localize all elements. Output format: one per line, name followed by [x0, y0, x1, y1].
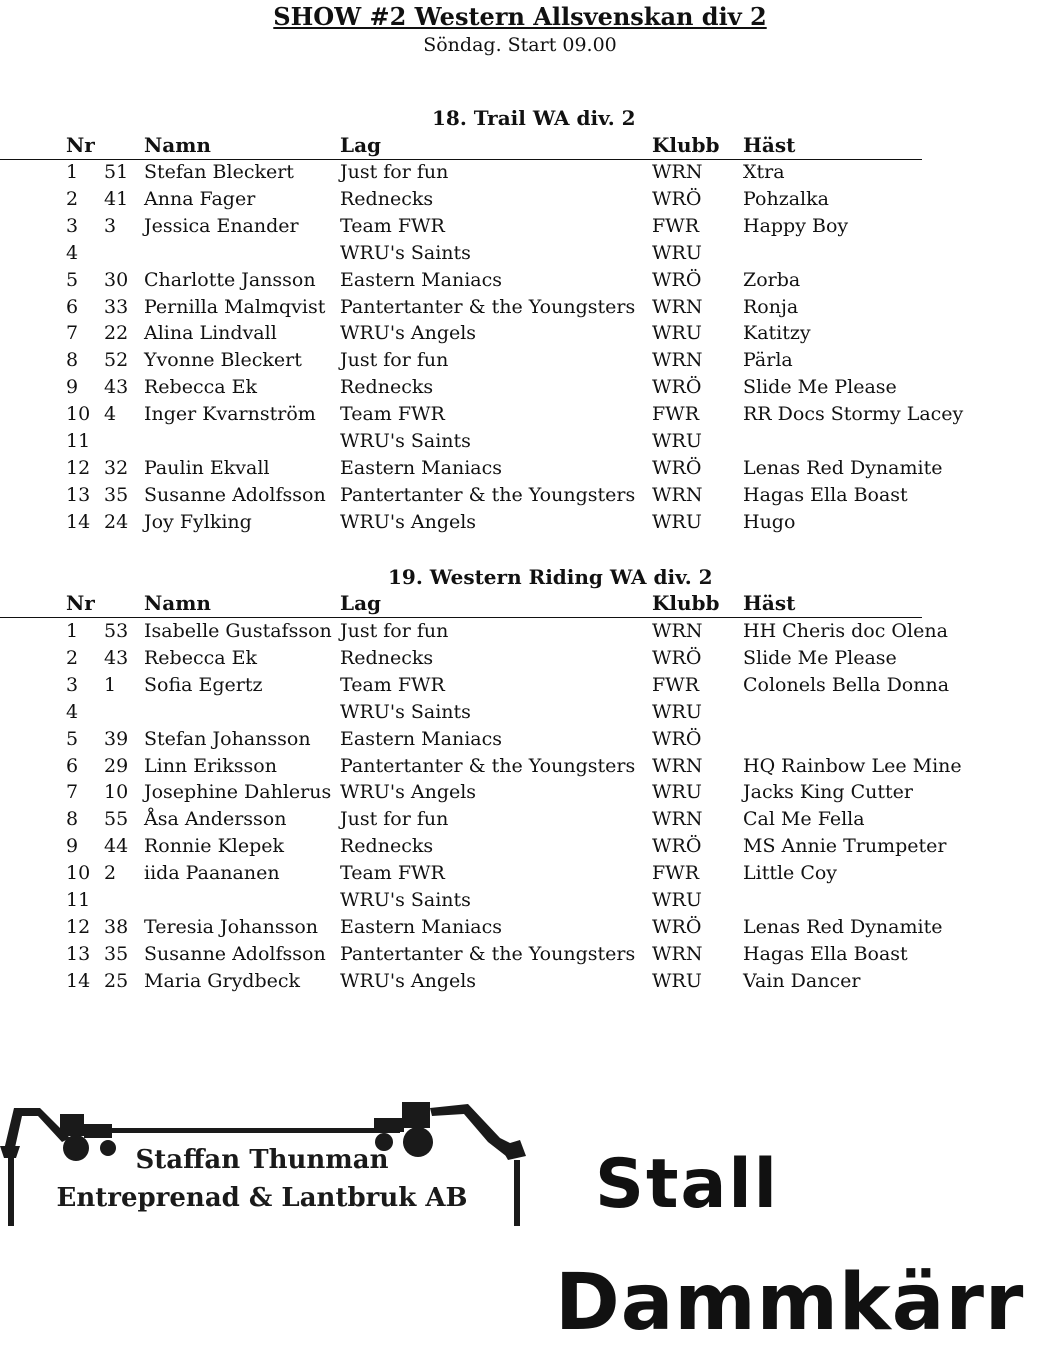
cell-lag: Rednecks	[340, 646, 434, 669]
cell-klubb: FWR	[652, 862, 700, 885]
cell-lag: Team FWR	[340, 214, 445, 237]
cell-lag: Just for fun	[340, 161, 449, 183]
cell-nr: 13	[66, 942, 91, 965]
cell-namn: Linn Eriksson	[144, 754, 277, 777]
cell-namn: Maria Grydbeck	[144, 969, 301, 992]
cell-namn: Pernilla Malmqvist	[144, 295, 326, 318]
table-row	[0, 374, 960, 401]
cell-start: 55	[104, 808, 129, 831]
table-row	[0, 347, 960, 374]
cell-lag: WRU's Angels	[340, 510, 477, 533]
logo-stall-line1: Stall	[595, 1145, 779, 1224]
table-row	[0, 213, 960, 240]
cell-nr: 1	[66, 161, 79, 183]
cell-klubb: WRN	[652, 349, 703, 372]
col-namn: Namn	[144, 591, 211, 615]
cell-namn: Joy Fylking	[144, 510, 252, 533]
cell-nr: 2	[66, 646, 79, 669]
cell-nr: 10	[66, 862, 91, 885]
cell-lag: Eastern Maniacs	[340, 727, 503, 750]
cell-hast: Ronja	[743, 295, 799, 318]
cell-namn: Stefan Johansson	[144, 727, 311, 750]
table-row	[0, 401, 964, 428]
cell-nr: 4	[66, 700, 79, 723]
cell-klubb: WRN	[652, 808, 703, 831]
cell-start: 53	[104, 620, 129, 642]
table-row	[0, 645, 960, 672]
cell-klubb: WRU	[652, 781, 702, 804]
table-row	[0, 482, 960, 509]
cell-namn: Alina Lindvall	[144, 322, 277, 345]
table-row	[0, 914, 960, 941]
cell-nr: 7	[66, 322, 79, 345]
col-lag: Lag	[340, 591, 382, 615]
table-row	[0, 618, 960, 645]
cell-namn: Yvonne Bleckert	[144, 349, 302, 372]
cell-hast: Pohzalka	[743, 187, 829, 210]
cell-start: 24	[104, 510, 129, 533]
cell-start: 2	[104, 862, 117, 885]
cell-lag: Team FWR	[340, 862, 445, 885]
cell-start: 29	[104, 754, 129, 777]
cell-klubb: WRN	[652, 620, 703, 642]
cell-lag: Just for fun	[340, 808, 449, 831]
col-nr: Nr	[66, 133, 95, 157]
cell-start: 33	[104, 295, 129, 318]
cell-start: 43	[104, 646, 129, 669]
cell-namn: Isabelle Gustafsson	[144, 620, 332, 642]
cell-start: 22	[104, 322, 129, 345]
table-row	[0, 240, 960, 267]
cell-hast: HH Cheris doc Olena	[743, 620, 948, 642]
cell-klubb: WRÖ	[652, 456, 702, 479]
table-row	[0, 294, 960, 321]
cell-namn: Rebecca Ek	[144, 376, 257, 399]
cell-nr: 4	[66, 241, 79, 264]
cell-klubb: WRÖ	[652, 646, 702, 669]
cell-start: 25	[104, 969, 129, 992]
cell-namn: Sofia Egertz	[144, 673, 263, 696]
cell-hast: Little Coy	[743, 862, 838, 885]
cell-lag: WRU's Saints	[340, 889, 471, 911]
cell-start: 52	[104, 349, 129, 372]
cell-nr: 13	[66, 483, 91, 506]
cell-klubb: WRN	[652, 295, 703, 318]
cell-nr: 3	[66, 214, 79, 237]
table-header-western-riding	[0, 590, 922, 618]
cell-hast: RR Docs Stormy Lacey	[743, 403, 964, 426]
cell-hast: Vain Dancer	[743, 969, 861, 992]
table-row	[0, 806, 960, 833]
cell-start: 35	[104, 942, 129, 965]
cell-nr: 2	[66, 187, 79, 210]
cell-namn: Charlotte Jansson	[144, 268, 316, 291]
table-row	[0, 779, 960, 806]
cell-klubb: WRÖ	[652, 915, 702, 938]
cell-start: 30	[104, 268, 129, 291]
table-row	[0, 941, 960, 968]
cell-hast: Katitzy	[743, 322, 811, 345]
document-subtitle: Söndag. Start 09.00	[423, 34, 617, 56]
cell-namn: Susanne Adolfsson	[144, 483, 326, 506]
table-header-trail	[0, 132, 922, 160]
cell-start: 1	[104, 673, 117, 696]
cell-hast: MS Annie Trumpeter	[743, 835, 947, 858]
col-hast: Häst	[743, 591, 796, 615]
cell-klubb: WRU	[652, 889, 702, 911]
cell-nr: 3	[66, 673, 79, 696]
cell-hast: Hagas Ella Boast	[743, 942, 908, 965]
table-row	[0, 753, 960, 780]
cell-start: 38	[104, 915, 129, 938]
cell-klubb: FWR	[652, 403, 700, 426]
logo-thunman-line2: Entreprenad & Lantbruk AB	[56, 1183, 468, 1213]
cell-start: 3	[104, 214, 117, 237]
cell-lag: WRU's Saints	[340, 430, 471, 452]
cell-klubb: FWR	[652, 673, 700, 696]
cell-lag: Pantertanter & the Youngsters	[340, 295, 636, 318]
cell-hast: Jacks King Cutter	[743, 781, 913, 804]
cell-hast: Happy Boy	[743, 214, 849, 237]
cell-namn: Stefan Bleckert	[144, 161, 294, 183]
logo-stall-line2: Dammkärr	[555, 1258, 1025, 1348]
cell-namn: Josephine Dahlerus	[144, 781, 332, 804]
cell-lag: Eastern Maniacs	[340, 268, 503, 291]
cell-lag: Eastern Maniacs	[340, 456, 503, 479]
table-row	[0, 428, 960, 455]
cell-klubb: WRÖ	[652, 376, 702, 399]
cell-nr: 8	[66, 349, 79, 372]
cell-namn: Paulin Ekvall	[144, 456, 270, 479]
cell-nr: 12	[66, 915, 91, 938]
cell-namn: Teresia Johansson	[144, 915, 318, 938]
cell-lag: Just for fun	[340, 349, 449, 372]
cell-nr: 9	[66, 376, 79, 399]
cell-nr: 14	[66, 510, 91, 533]
cell-start: 44	[104, 835, 129, 858]
cell-start: 39	[104, 727, 129, 750]
cell-klubb: WRU	[652, 700, 702, 723]
cell-start: 10	[104, 781, 129, 804]
col-nr: Nr	[66, 591, 95, 615]
col-klubb: Klubb	[652, 133, 720, 157]
cell-nr: 5	[66, 727, 79, 750]
cell-hast: Hagas Ella Boast	[743, 483, 908, 506]
cell-hast: Slide Me Please	[743, 646, 897, 669]
section-title-trail: 18. Trail WA div. 2	[432, 106, 636, 130]
cell-nr: 14	[66, 969, 91, 992]
cell-namn: Åsa Andersson	[144, 808, 287, 831]
cell-namn: Inger Kvarnström	[144, 403, 316, 426]
cell-namn: Jessica Enander	[144, 214, 299, 237]
logo-thunman-line1: Staffan Thunman	[135, 1145, 389, 1175]
cell-lag: WRU's Angels	[340, 322, 477, 345]
cell-klubb: WRN	[652, 483, 703, 506]
cell-nr: 6	[66, 295, 79, 318]
cell-nr: 9	[66, 835, 79, 858]
cell-namn: Ronnie Klepek	[144, 835, 285, 858]
table-row	[0, 186, 960, 213]
col-hast: Häst	[743, 133, 796, 157]
cell-klubb: FWR	[652, 214, 700, 237]
cell-lag: Just for fun	[340, 620, 449, 642]
cell-hast: Slide Me Please	[743, 376, 897, 399]
cell-lag: Team FWR	[340, 403, 445, 426]
cell-lag: Pantertanter & the Youngsters	[340, 754, 636, 777]
table-row	[0, 320, 960, 347]
cell-namn: Rebecca Ek	[144, 646, 257, 669]
cell-klubb: WRU	[652, 430, 702, 452]
cell-hast: HQ Rainbow Lee Mine	[743, 754, 962, 777]
section-title-western-riding: 19. Western Riding WA div. 2	[388, 565, 713, 589]
cell-klubb: WRÖ	[652, 268, 702, 291]
col-lag: Lag	[340, 133, 382, 157]
cell-namn: iida Paananen	[144, 862, 280, 885]
table-row	[0, 267, 960, 294]
cell-hast: Lenas Red Dynamite	[743, 915, 943, 938]
cell-lag: WRU's Saints	[340, 700, 471, 723]
cell-hast: Hugo	[743, 510, 796, 533]
cell-nr: 5	[66, 268, 79, 291]
cell-klubb: WRU	[652, 241, 702, 264]
cell-hast: Cal Me Fella	[743, 808, 865, 831]
cell-nr: 12	[66, 456, 91, 479]
cell-start: 4	[104, 403, 117, 426]
table-row	[0, 672, 960, 699]
table-row	[0, 833, 960, 860]
cell-lag: Team FWR	[340, 673, 445, 696]
cell-start: 35	[104, 483, 129, 506]
table-row	[0, 968, 960, 995]
cell-nr: 11	[66, 430, 91, 452]
cell-klubb: WRÖ	[652, 727, 702, 750]
cell-hast: Lenas Red Dynamite	[743, 456, 943, 479]
cell-lag: WRU's Saints	[340, 241, 471, 264]
cell-lag: WRU's Angels	[340, 969, 477, 992]
cell-lag: Rednecks	[340, 187, 434, 210]
col-klubb: Klubb	[652, 591, 720, 615]
table-row	[0, 699, 960, 726]
cell-hast: Pärla	[743, 349, 793, 372]
table-row	[0, 509, 960, 536]
sponsor-logo-thunman	[0, 1098, 530, 1228]
cell-start: 51	[104, 161, 129, 183]
cell-nr: 6	[66, 754, 79, 777]
cell-hast: Zorba	[743, 268, 801, 291]
cell-klubb: WRN	[652, 754, 703, 777]
cell-klubb: WRN	[652, 942, 703, 965]
cell-klubb: WRU	[652, 510, 702, 533]
cell-klubb: WRN	[652, 161, 703, 183]
cell-lag: Eastern Maniacs	[340, 915, 503, 938]
cell-lag: Pantertanter & the Youngsters	[340, 483, 636, 506]
col-namn: Namn	[144, 133, 211, 157]
cell-start: 32	[104, 456, 129, 479]
table-row	[0, 159, 960, 186]
cell-nr: 11	[66, 889, 91, 911]
cell-namn: Anna Fager	[144, 187, 256, 210]
cell-start: 41	[104, 187, 129, 210]
cell-nr: 8	[66, 808, 79, 831]
cell-klubb: WRÖ	[652, 835, 702, 858]
cell-klubb: WRU	[652, 969, 702, 992]
table-row	[0, 887, 960, 914]
cell-lag: Rednecks	[340, 376, 434, 399]
cell-klubb: WRÖ	[652, 187, 702, 210]
document-title: SHOW #2 Western Allsvenskan div 2	[273, 2, 767, 31]
cell-hast: Colonels Bella Donna	[743, 673, 950, 696]
cell-lag: WRU's Angels	[340, 781, 477, 804]
cell-lag: Pantertanter & the Youngsters	[340, 942, 636, 965]
cell-nr: 10	[66, 403, 91, 426]
cell-klubb: WRU	[652, 322, 702, 345]
table-row	[0, 726, 960, 753]
cell-hast: Xtra	[743, 161, 785, 183]
cell-start: 43	[104, 376, 129, 399]
cell-namn: Susanne Adolfsson	[144, 942, 326, 965]
table-row	[0, 860, 960, 887]
cell-nr: 7	[66, 781, 79, 804]
table-row	[0, 455, 960, 482]
cell-lag: Rednecks	[340, 835, 434, 858]
cell-nr: 1	[66, 620, 79, 642]
